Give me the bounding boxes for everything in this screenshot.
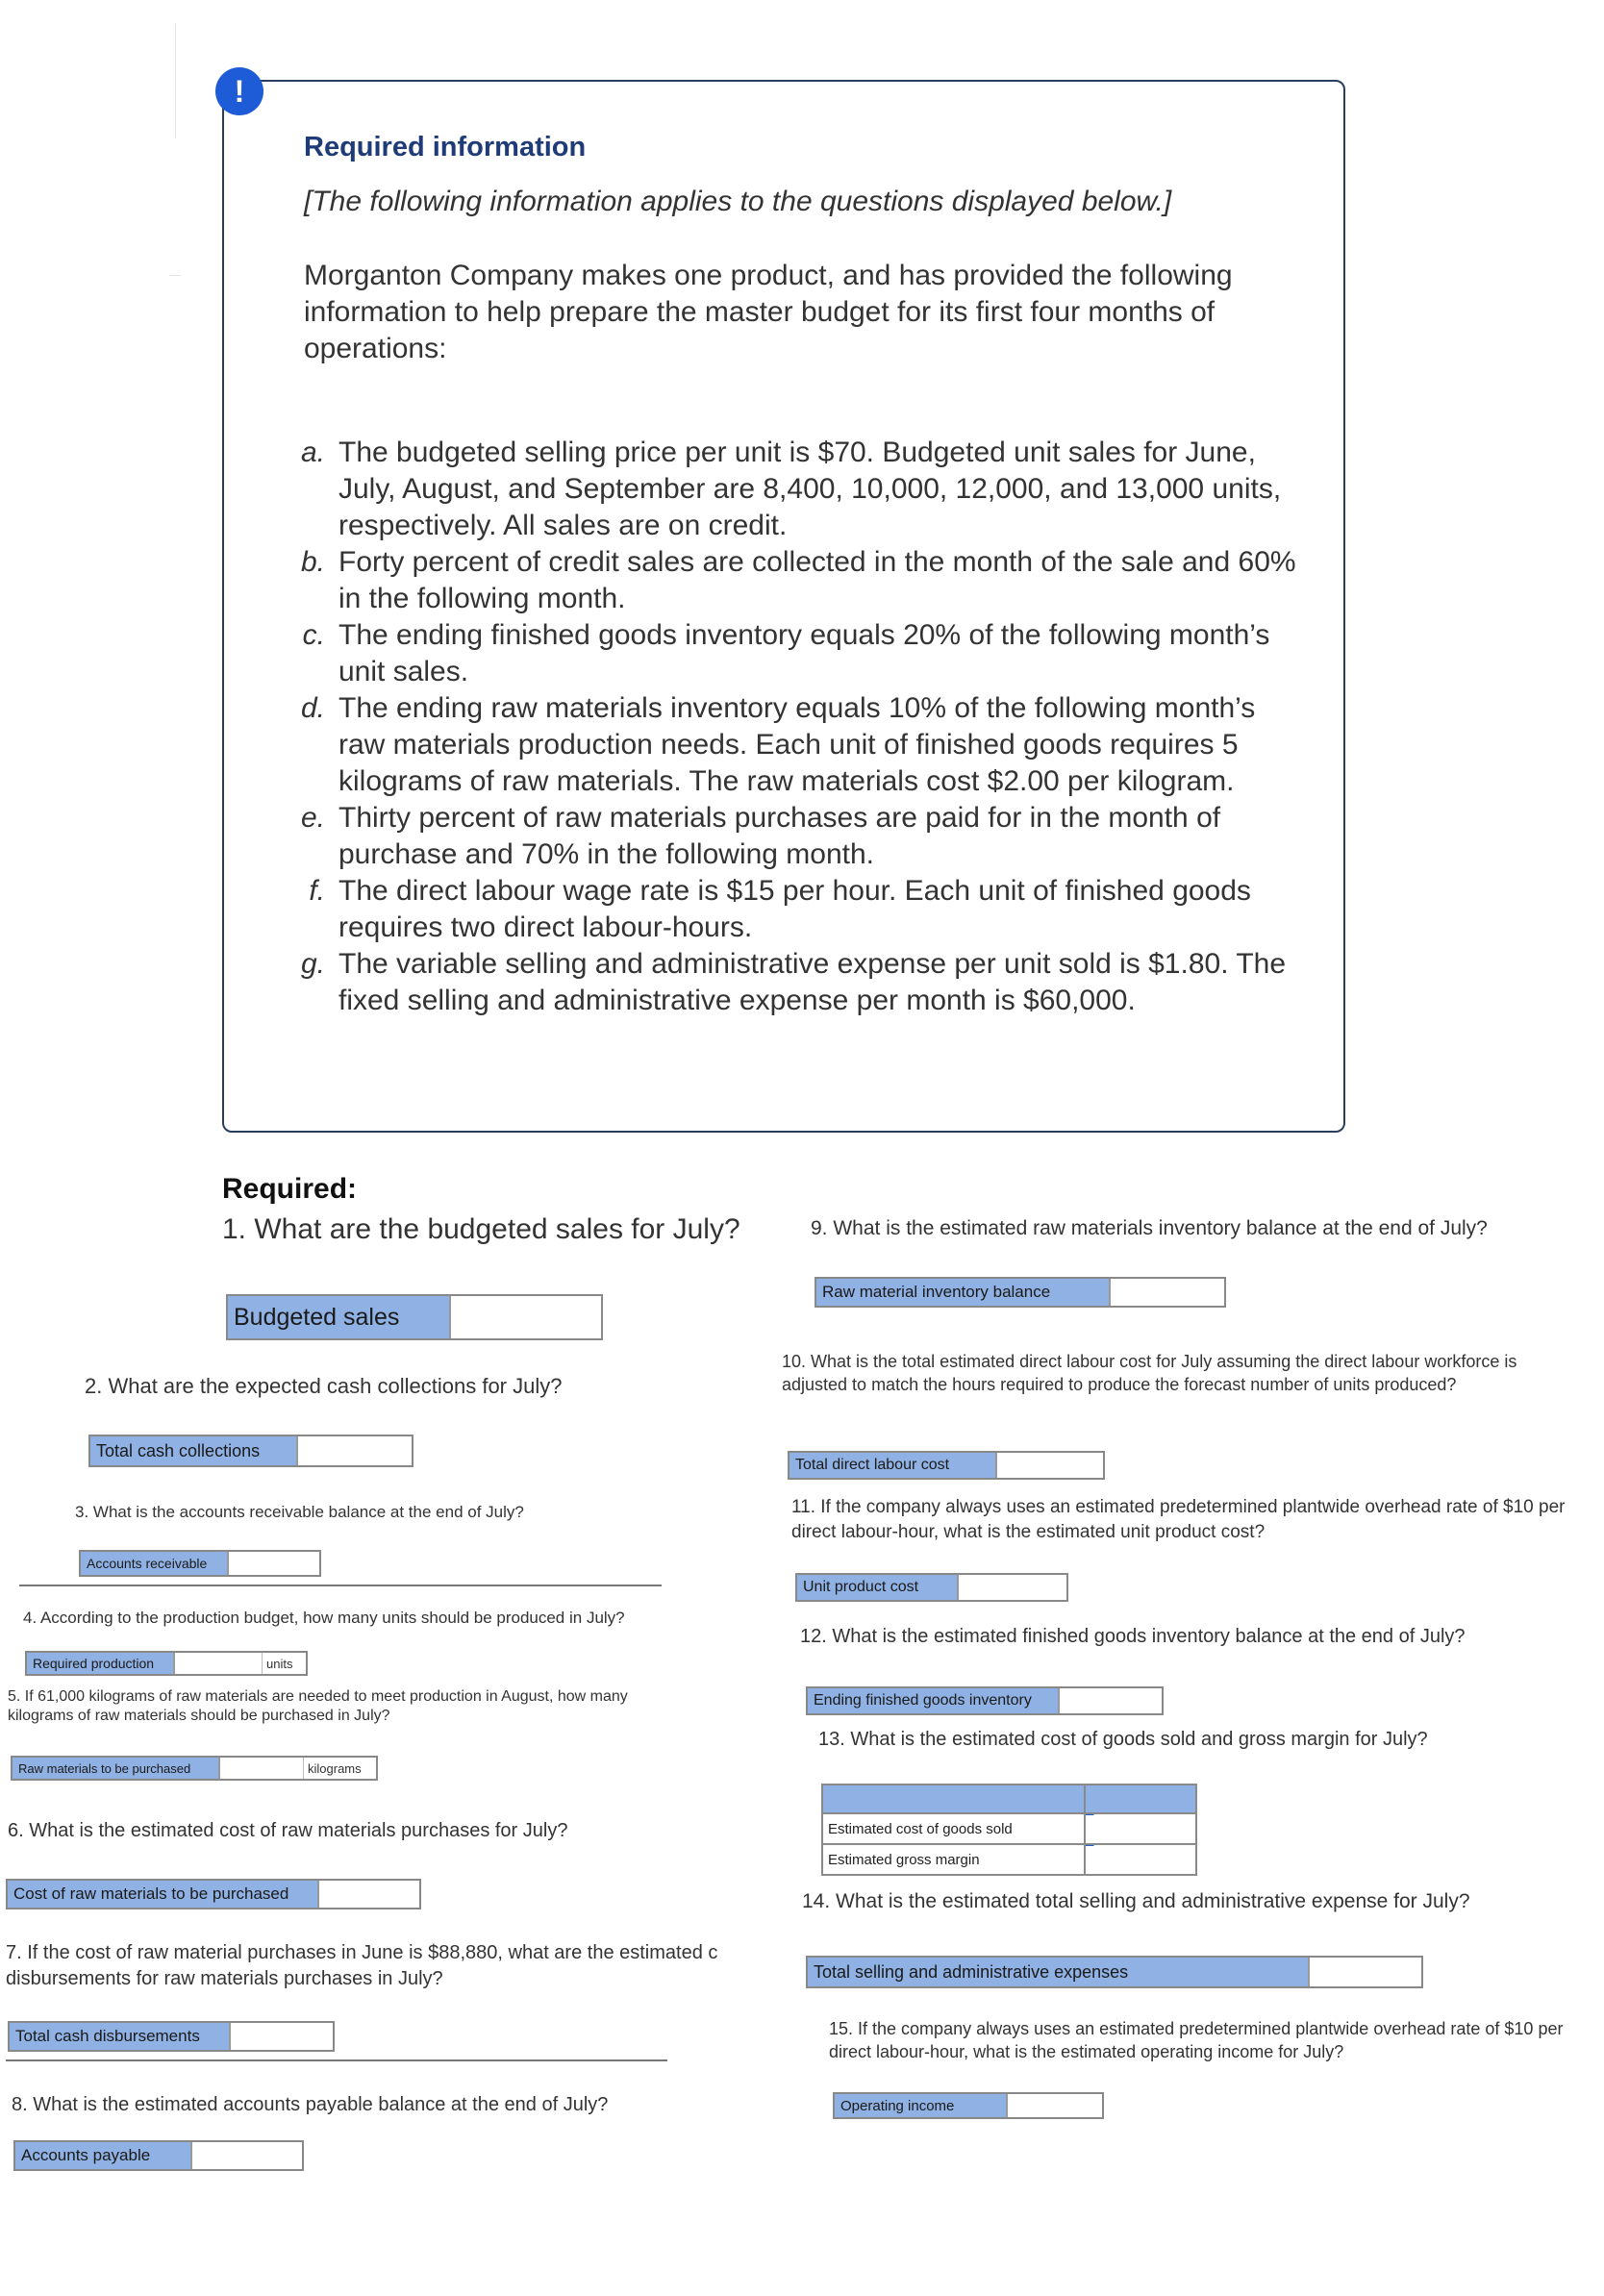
operating-income-label: Operating income: [835, 2094, 1006, 2117]
item-letter: g.: [300, 948, 325, 980]
total-direct-labour-input[interactable]: [995, 1453, 1103, 1478]
operating-income-field: [833, 2092, 1104, 2119]
question-7-text: 7. If the cost of raw material purchases in June is $88,880, what are the estimated c: [6, 1942, 718, 1963]
gross-margin-cell: [1085, 1844, 1196, 1875]
budgeted-sales-field: [226, 1294, 603, 1340]
question-8-text: 8. What is the estimated accounts payable balance at the end of July?: [12, 2094, 609, 2115]
total-selling-admin-input[interactable]: [1308, 1958, 1421, 1986]
table-row: [822, 1844, 1196, 1875]
list-item: [288, 617, 1308, 690]
list-item: [288, 873, 1308, 946]
required-heading: Required:: [222, 1173, 358, 1205]
accounts-receivable-input[interactable]: [227, 1552, 319, 1575]
unit-product-cost-field: [795, 1573, 1068, 1602]
total-cash-collections-field: [88, 1435, 414, 1467]
item-text: The budgeted selling price per unit is $70. Budgeted unit sales for June, July, August, and September are 8,400, 10,000, 12,000, and 13,000 units, respectively. All sales are on credit.: [338, 437, 1282, 541]
item-letter: f.: [309, 875, 325, 907]
cost-raw-materials-label: Cost of raw materials to be purchased: [8, 1881, 317, 1908]
unit-product-cost-input[interactable]: [957, 1575, 1066, 1600]
section-divider: [19, 1585, 662, 1586]
accounts-payable-field: [13, 2140, 304, 2171]
raw-materials-purchased-label: Raw materials to be purchased: [13, 1758, 218, 1779]
raw-materials-purchased-input[interactable]: [218, 1758, 303, 1779]
required-information-title: Required information: [304, 132, 587, 162]
raw-material-inventory-label: Raw material inventory balance: [816, 1279, 1109, 1306]
question-11-text: 11. If the company always uses an estimated predetermined plantwide overhead rate of $10 per direct labour-hour, what is the estimated unit product cost?: [791, 1497, 1566, 1542]
total-cash-disbursements-field: [8, 2021, 335, 2052]
question-10-text: 10. What is the total estimated direct labour cost for July assuming the direct labour workforce is adjusted to match the hours required to produce the forecast number of units produced?: [782, 1352, 1517, 1394]
total-cash-collections-label: Total cash collections: [90, 1436, 296, 1465]
question-9-text: 9. What is the estimated raw materials inventory balance at the end of July?: [811, 1217, 1488, 1239]
table-header-row: [822, 1784, 1196, 1813]
item-letter: b.: [300, 546, 325, 578]
accounts-payable-input[interactable]: [190, 2142, 302, 2169]
item-text: The ending finished goods inventory equals 20% of the following month’s unit sales.: [338, 619, 1270, 687]
cogs-gross-margin-table: [821, 1784, 1197, 1876]
question-1-text: 1. What are the budgeted sales for July?: [222, 1213, 740, 1245]
question-14-text: 14. What is the estimated total selling and administrative expense for July?: [802, 1890, 1470, 1912]
total-direct-labour-label: Total direct labour cost: [789, 1453, 995, 1478]
units-suffix: units: [262, 1653, 306, 1674]
ending-finished-goods-input[interactable]: [1058, 1688, 1162, 1713]
info-items-list: [288, 435, 1308, 1019]
info-note: [The following information applies to the questions displayed below.]: [304, 186, 1172, 217]
list-item: [288, 946, 1308, 1019]
item-letter: a.: [300, 437, 325, 468]
question-7-text-line-2: disbursements for raw materials purchases in July?: [6, 1968, 443, 1989]
raw-material-inventory-field: [815, 1277, 1226, 1308]
total-cash-disbursements-label: Total cash disbursements: [10, 2023, 229, 2050]
question-2-text: 2. What are the expected cash collections for July?: [85, 1374, 563, 1398]
item-letter: d.: [300, 692, 325, 724]
accounts-receivable-label: Accounts receivable: [81, 1552, 227, 1575]
operating-income-input[interactable]: [1006, 2094, 1102, 2117]
kilograms-suffix: kilograms: [303, 1758, 376, 1779]
gross-margin-label: Estimated gross margin: [822, 1844, 1085, 1875]
list-item: [288, 435, 1308, 544]
cost-of-goods-sold-label: Estimated cost of goods sold: [822, 1813, 1085, 1844]
raw-materials-purchased-field: [11, 1756, 378, 1781]
unit-product-cost-label: Unit product cost: [797, 1575, 957, 1600]
info-intro: Morganton Company makes one product, and has provided the following information to help prepare the master budget for its first four months of operations:: [304, 260, 1233, 364]
required-production-field: [25, 1651, 308, 1676]
cost-of-goods-sold-input[interactable]: [1086, 1815, 1195, 1842]
alert-icon: !: [215, 67, 263, 115]
item-text: The ending raw materials inventory equals 10% of the following month’s raw materials production needs. Each unit of finished goods requires 5 kilograms of raw materials. The raw materials cost $2.00 per kilogram.: [338, 692, 1256, 797]
item-text: The variable selling and administrative expense per unit sold is $1.80. The fixed selling and administrative expense per month is $60,000.: [338, 948, 1287, 1016]
table-header-cell: [1085, 1784, 1196, 1813]
item-text: Forty percent of credit sales are collected in the month of the sale and 60% in the following month.: [338, 546, 1296, 614]
raw-material-inventory-input[interactable]: [1109, 1279, 1224, 1306]
cost-raw-materials-input[interactable]: [317, 1881, 419, 1908]
total-direct-labour-field: [788, 1451, 1105, 1480]
total-selling-admin-label: Total selling and administrative expenses: [808, 1958, 1308, 1986]
question-3-text: 3. What is the accounts receivable balance at the end of July?: [75, 1503, 524, 1521]
accounts-receivable-field: [79, 1550, 321, 1577]
question-4-text: 4. According to the production budget, how many units should be produced in July?: [23, 1609, 625, 1627]
table-row: [822, 1813, 1196, 1844]
budgeted-sales-input[interactable]: [449, 1296, 601, 1338]
question-13-text: 13. What is the estimated cost of goods sold and gross margin for July?: [818, 1729, 1428, 1750]
list-item: [288, 690, 1308, 800]
item-letter: e.: [300, 802, 325, 834]
required-production-input[interactable]: [173, 1653, 262, 1674]
total-cash-collections-input[interactable]: [296, 1436, 412, 1465]
accounts-payable-label: Accounts payable: [15, 2142, 190, 2169]
total-cash-disbursements-input[interactable]: [229, 2023, 333, 2050]
item-text: Thirty percent of raw materials purchases are paid for in the month of purchase and 70% in the following month.: [338, 802, 1221, 870]
page-edge-tick: [169, 275, 181, 276]
total-selling-admin-field: [806, 1956, 1423, 1988]
table-header-cell: [822, 1784, 1085, 1813]
question-6-text: 6. What is the estimated cost of raw materials purchases for July?: [8, 1820, 568, 1841]
gross-margin-input[interactable]: [1086, 1846, 1195, 1873]
section-divider: [6, 2059, 667, 2061]
page-edge-line: [175, 23, 176, 138]
item-letter: c.: [302, 619, 325, 651]
question-12-text: 12. What is the estimated finished goods inventory balance at the end of July?: [800, 1626, 1466, 1647]
required-production-label: Required production: [27, 1653, 173, 1674]
question-15-text: 15. If the company always uses an estimated predetermined plantwide overhead rate of $10 per direct labour-hour, what is the estimated operating income for July?: [829, 2019, 1564, 2061]
cost-raw-materials-field: [6, 1879, 421, 1909]
list-item: [288, 800, 1308, 873]
budgeted-sales-label: Budgeted sales: [228, 1296, 449, 1338]
list-item: [288, 544, 1308, 617]
question-5-text: 5. If 61,000 kilograms of raw materials are needed to meet production in August, how many kilograms of raw materials should be purchased in July?: [8, 1688, 628, 1724]
cost-of-goods-sold-cell: [1085, 1813, 1196, 1844]
ending-finished-goods-label: Ending finished goods inventory: [808, 1688, 1058, 1713]
item-text: The direct labour wage rate is $15 per hour. Each unit of finished goods requires two direct labour-hours.: [338, 875, 1251, 943]
ending-finished-goods-field: [806, 1686, 1164, 1715]
